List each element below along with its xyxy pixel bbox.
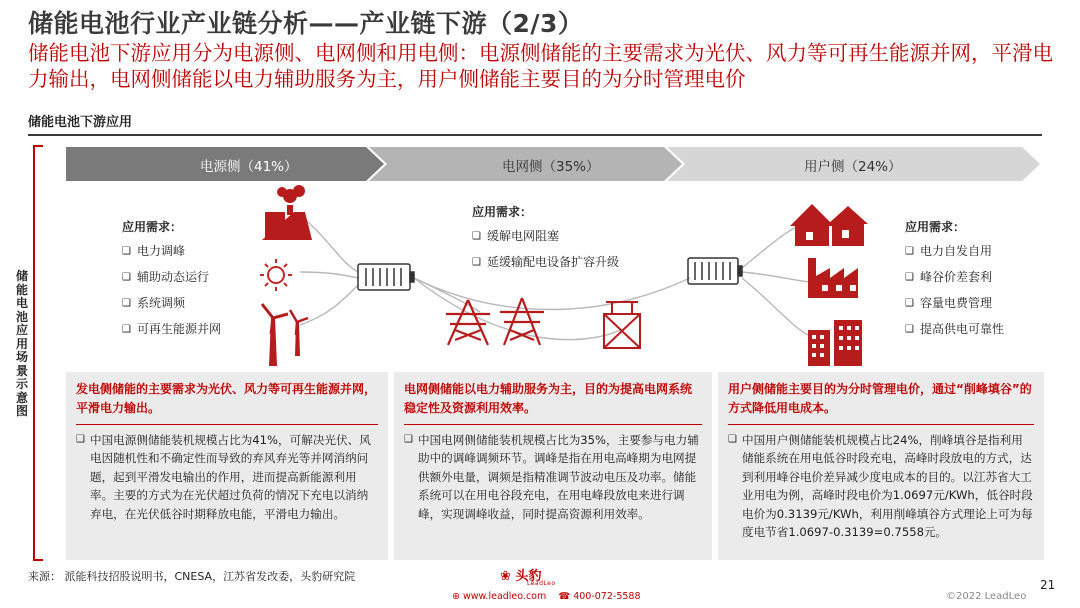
arrow-label-source: 电源侧（41%） — [200, 159, 298, 175]
battery-icon — [688, 258, 742, 284]
arrow-label-user: 用户侧（24%） — [804, 159, 902, 175]
page-subtitle: 储能电池下游应用分为电源侧、电网侧和用电侧：电源侧储能的主要需求为光伏、风力等可再生能源并网，平滑电力输出，电网侧储能以电力辅助服务为主，用户侧储能主要目的为分时管理电价 — [28, 41, 1053, 91]
panel-bullet: ❑ 中国用户侧储能装机规模占比24%，削峰填谷是指利用储能系统在用电低谷时段充电，高峰时段放电的方式，达到利用峰谷电价差异减少度电成本的目的。以江苏省大工业用电为例，高峰时段电价为1.0697元/KWh，低谷时段电价为0.3139元/KWh，利用削峰填谷方式理论上可为每度电节省1.0697-0.3139=0.7558元。 — [728, 433, 1033, 540]
requirements-title: 应用需求： — [472, 205, 533, 219]
panel-grid-side — [394, 372, 712, 560]
connection-lines — [300, 215, 810, 340]
vertical-label: 储 能 电 池 应 用 场 景 示 意 图 — [15, 269, 28, 418]
list-item: ❑ 辅助动态运行 — [122, 268, 221, 294]
list-item: ❑ 容量电费管理 — [905, 294, 1004, 320]
page-number: 21 — [1040, 578, 1056, 592]
panel-divider — [728, 424, 1034, 425]
industrial-plant-icon — [808, 258, 858, 298]
list-item: ❑ 电力自发自用 — [905, 242, 1004, 268]
list-item: ❑ 系统调频 — [122, 294, 221, 320]
substation-icon — [604, 302, 640, 348]
panel-user-side — [718, 372, 1044, 560]
panel-source-side — [66, 372, 388, 560]
brand-logo: ❀ 头豹 — [500, 569, 542, 584]
office-building-icon — [808, 320, 862, 366]
sun-icon — [260, 259, 292, 291]
list-item: ❑ 缓解电网阻塞 — [472, 227, 619, 253]
list-item: ❑ 峰谷价差套利 — [905, 268, 1004, 294]
requirements-title: 应用需求： — [122, 220, 183, 234]
page-title: 储能电池行业产业链分析——产业链下游（2/3） — [28, 9, 584, 38]
logo-icon: ❀ — [500, 569, 511, 584]
panel-heading: 用户侧储能主要目的为分时管理电价，通过“削峰填谷”的方式降低用电成本。 — [728, 382, 1032, 415]
footer-contact — [452, 591, 641, 602]
panel-bullet: ❑ 中国电源侧储能装机规模占比为41%，可解决光伏、风电因随机性和不确定性而导致的弃风弃光等并网消纳问题，起到平滑发电输出的作用，进而提高新能源利用率。主要的方式为在光伏超过负荷的情况下充电以消纳弃电，在光伏低谷时期释放电能，平滑电力输出。 — [76, 433, 371, 521]
panel-divider — [404, 424, 702, 425]
list-item: ❑ 可再生能源并网 — [122, 320, 221, 346]
section-label: 储能电池下游应用 — [28, 115, 133, 130]
arrow-label-grid: 电网侧（35%） — [502, 159, 600, 175]
phone-icon: ☎ — [558, 591, 571, 602]
battery-icon — [358, 264, 414, 290]
copyright: ©2022 LeadLeo — [946, 591, 1027, 602]
website-link[interactable]: www.leadleo.com — [463, 591, 547, 602]
panel-heading: 电网侧储能以电力辅助服务为主，目的为提高电网系统稳定性及资源利用效率。 — [404, 382, 693, 415]
factory-icon — [262, 185, 312, 240]
list-item: ❑ 提高供电可靠性 — [905, 320, 1004, 346]
list-item: ❑ 延缓输配电设备扩容升级 — [472, 253, 619, 279]
wind-turbine-icon — [262, 304, 308, 366]
list-item: ❑ 电力调峰 — [122, 242, 221, 268]
panel-divider — [76, 424, 378, 425]
source-note: 来源： 派能科技招股说明书，CNESA，江苏省发改委，头豹研究院 — [28, 570, 356, 583]
requirements-title: 应用需求： — [905, 220, 966, 234]
phone-number: 400-072-5588 — [573, 591, 641, 602]
panel-bullet: ❑ 中国电网侧储能装机规模占比为35%，主要参与电力辅助中的调峰调频环节。调峰是指在用电高峰期为电网提供额外电量，调频是指精准调节波动电压及功率。储能系统可以在用电谷段充电，在用电峰段放电来进行调峰，实现调峰收益，同时提高资源利用效率。 — [404, 433, 699, 521]
panel-heading: 发电侧储能的主要需求为光伏、风力等可再生能源并网，平滑电力输出。 — [76, 382, 377, 415]
house-icon — [790, 204, 868, 246]
brand-logo-subtitle: LeadLeo — [527, 580, 556, 587]
globe-icon: ⊕ — [452, 591, 460, 602]
